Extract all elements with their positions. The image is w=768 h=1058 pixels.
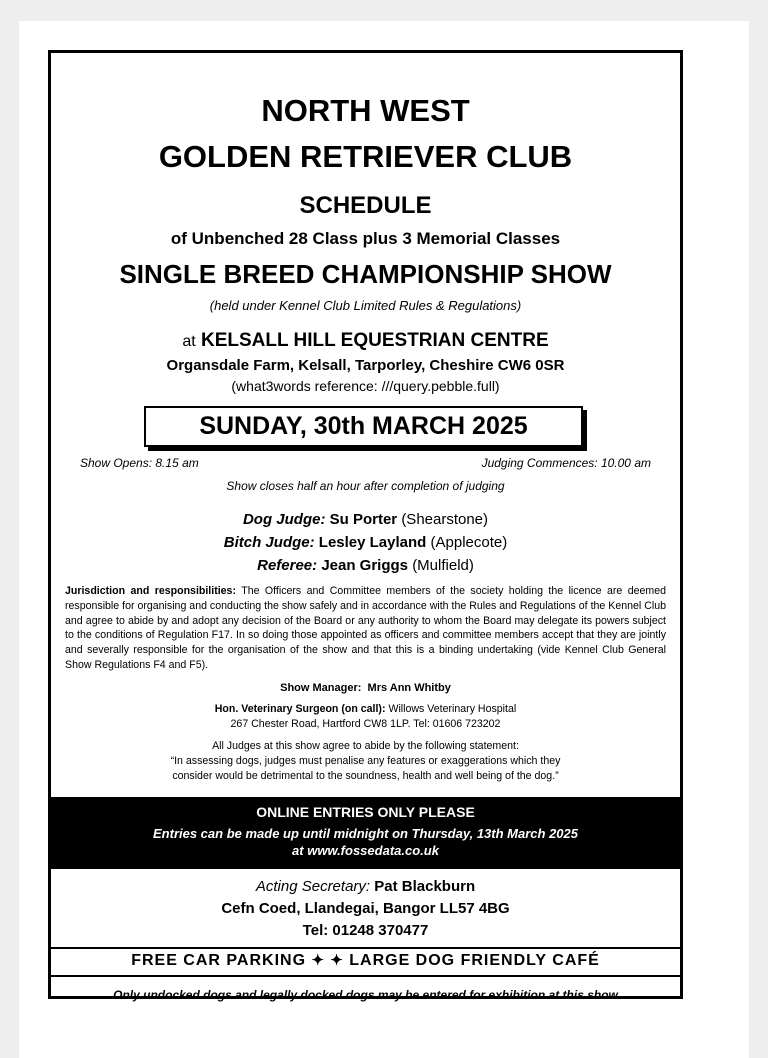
jurisdiction-paragraph bbox=[65, 584, 666, 673]
judge-name: Jean Griggs bbox=[321, 557, 409, 574]
show-date-box: SUNDAY, 30th MARCH 2025 bbox=[144, 406, 583, 447]
vet-practice: Willows Veterinary Hospital bbox=[388, 703, 517, 715]
secretary-line bbox=[51, 877, 680, 897]
what3words-reference: (what3words reference: ///query.pebble.full) bbox=[231, 378, 500, 394]
show-opens-time: Show Opens: 8.15 am bbox=[80, 456, 199, 470]
show-manager-line bbox=[51, 681, 680, 696]
dog-judge-line bbox=[51, 511, 680, 529]
judging-commences-time: Judging Commences: 10.00 am bbox=[481, 456, 651, 470]
referee-line bbox=[51, 557, 680, 575]
schedule-heading: SCHEDULE bbox=[299, 192, 432, 219]
show-closes-note: Show closes half an hour after completion of judging bbox=[226, 479, 505, 493]
star-icon: ✦ ✦ bbox=[311, 952, 344, 969]
judge-name: Lesley Layland bbox=[318, 534, 427, 551]
vet-line bbox=[51, 702, 680, 717]
entries-heading: ONLINE ENTRIES ONLY PLEASE bbox=[256, 804, 475, 820]
secretary-name: Pat Blackburn bbox=[374, 878, 476, 895]
free-parking-text: FREE CAR PARKING bbox=[131, 952, 307, 969]
judge-name: Su Porter bbox=[329, 511, 398, 528]
parking-line bbox=[51, 951, 680, 971]
venue-address: Organsdale Farm, Kelsall, Tarporley, Cheshire CW6 0SR bbox=[166, 357, 565, 374]
jurisdiction-heading: Jurisdiction and responsibilities: bbox=[65, 585, 236, 597]
venue-line bbox=[51, 330, 680, 353]
entries-website: at www.fossedata.co.uk bbox=[292, 843, 439, 858]
secretary-tel: Tel: 01248 370477 bbox=[302, 922, 429, 939]
statement-line2: consider would be detrimental to the soundness, health and well being of the dog.” bbox=[172, 770, 559, 782]
jurisdiction-text: The Officers and Committee members of the society holding the licence are deemed responsible for organising and conducting the show safely and in accordance with the Rules and Regulations of the Kennel Club and agree to abide by and adopt any decision of the Board or any authority to whom the Board may delegate its powers subject to the conditions of Regulation F17. In so doing those appointed as officers and committee members accept that they are jointly and severally responsible for the organisation of the show and that this is a binding undertaking (vide Kennel Club General Show Regulations F4 and F5). bbox=[65, 585, 666, 671]
vet-label: Hon. Veterinary Surgeon (on call): bbox=[214, 703, 386, 715]
judge-affix: (Applecote) bbox=[430, 534, 508, 551]
judge-role: Referee: bbox=[257, 557, 318, 574]
secretary-address: Cefn Coed, Llandegai, Bangor LL57 4BG bbox=[221, 900, 510, 917]
online-entries-banner bbox=[51, 797, 680, 869]
secretary-label: Acting Secretary: bbox=[255, 878, 371, 895]
judge-affix: (Shearstone) bbox=[401, 511, 489, 528]
show-manager-name: Mrs Ann Whitby bbox=[367, 682, 451, 694]
show-type-title: SINGLE BREED CHAMPIONSHIP SHOW bbox=[119, 259, 612, 289]
entries-deadline: Entries can be made up until midnight on Thursday, 13th March 2025 bbox=[153, 826, 578, 841]
rules-note: (held under Kennel Club Limited Rules & Regulations) bbox=[209, 298, 522, 313]
venue-name: KELSALL HILL EQUESTRIAN CENTRE bbox=[200, 330, 549, 351]
vet-address: 267 Chester Road, Hartford CW8 1LP. Tel: 01606 723202 bbox=[230, 718, 501, 730]
cafe-text: LARGE DOG FRIENDLY CAFÉ bbox=[349, 952, 600, 969]
judge-affix: (Mulfield) bbox=[412, 557, 474, 574]
statement-line1: “In assessing dogs, judges must penalise any features or exaggerations which they bbox=[170, 755, 561, 767]
statement-intro: All Judges at this show agree to abide by the following statement: bbox=[212, 740, 519, 752]
judge-role: Dog Judge: bbox=[242, 511, 326, 528]
classes-line: of Unbenched 28 Class plus 3 Memorial Classes bbox=[170, 229, 561, 248]
divider bbox=[51, 975, 680, 977]
club-name-line2: GOLDEN RETRIEVER CLUB bbox=[158, 139, 573, 174]
show-manager-label: Show Manager: bbox=[280, 682, 362, 694]
divider bbox=[51, 947, 680, 949]
schedule-frame bbox=[48, 50, 683, 1002]
judge-role: Bitch Judge: bbox=[223, 534, 315, 551]
club-name-line1: NORTH WEST bbox=[261, 93, 470, 128]
docking-notice: Only undocked dogs and legally docked dogs may be entered for exhibition at this show bbox=[113, 988, 618, 1002]
venue-at: at bbox=[182, 333, 196, 350]
bitch-judge-line bbox=[51, 534, 680, 552]
